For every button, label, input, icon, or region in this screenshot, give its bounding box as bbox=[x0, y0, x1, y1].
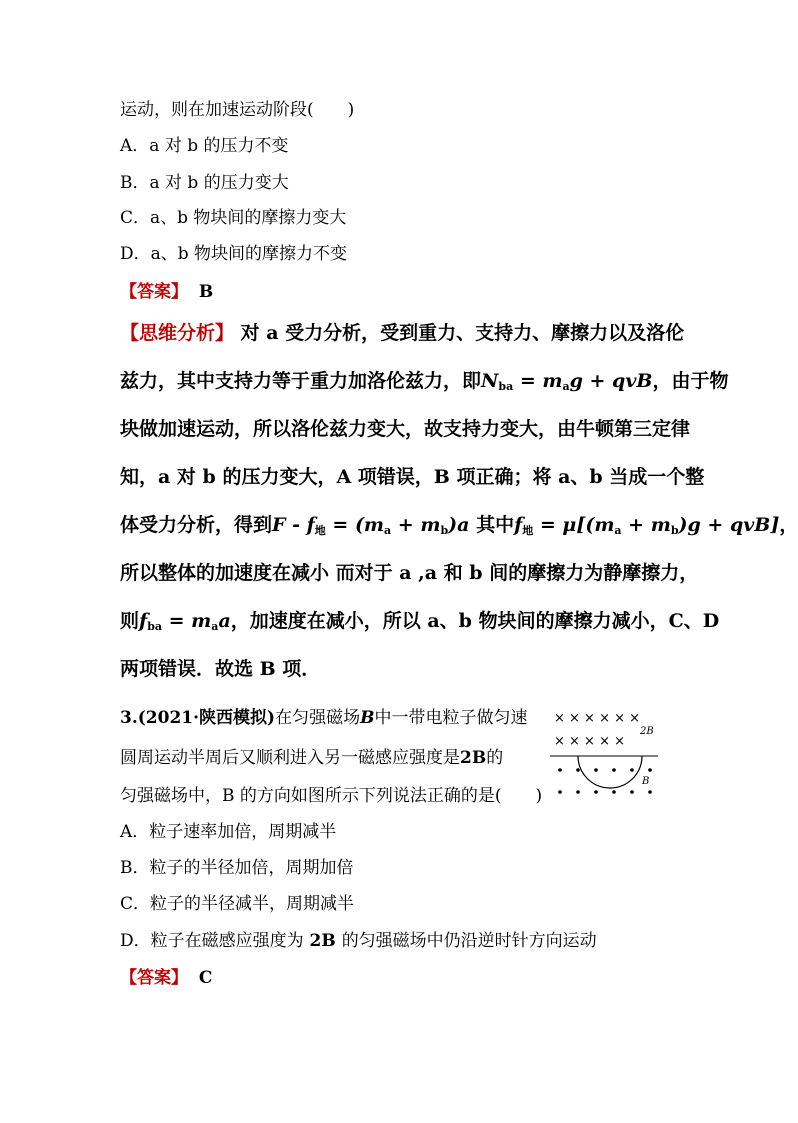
answer-tag: 【答案】 bbox=[120, 282, 188, 302]
option-c: C．a、b 物块间的摩擦力变大 bbox=[120, 208, 347, 228]
label-B: B bbox=[642, 776, 650, 787]
analysis-line-1: 【思维分析】 对 a 受力分析，受到重力、支持力、摩擦力以及洛伦 bbox=[120, 322, 685, 344]
analysis-line-3: 块做加速运动，所以洛伦兹力变大，故支持力变大，由牛顿第三定律 bbox=[120, 418, 691, 440]
analysis-line-8: 两项错误．故选 B 项． bbox=[120, 658, 321, 680]
question-3-line-2: 圆周运动半周后又顺利进入另一磁感应强度是2B的 bbox=[120, 748, 504, 768]
answer-line-3 bbox=[120, 968, 212, 988]
analysis-line-5: 体受力分析，得到$F - f_地 = (m_a + m_b)a$ 其中$f_地 = \mu[(m_a + m_b)g + qvB]$， bbox=[120, 514, 798, 537]
answer-value: C bbox=[198, 968, 213, 988]
analysis-line-4: 知，a 对 b 的压力变大，A 项错误，B 项正确；将 a、b 当成一个整 bbox=[120, 466, 705, 488]
analysis-tag: 【思维分析】 bbox=[120, 322, 235, 344]
answer-line bbox=[120, 282, 213, 302]
option-a: A．a 对 b 的压力不变 bbox=[120, 136, 289, 156]
question-3-line-3: 匀强磁场中，B 的方向如图所示下列说法正确的是( ) bbox=[120, 786, 543, 806]
analysis-line-7: 则$f_{ba} = m_aa$，加速度在减小，所以 a、b 物块间的摩擦力减小，C、D bbox=[120, 610, 720, 633]
cross-row-1: × × × × × × bbox=[554, 711, 641, 726]
label-2B: 2B bbox=[640, 726, 654, 737]
q3-option-d: D．粒子在磁感应强度为 2B 的匀强磁场中仍沿逆时针方向运动 bbox=[120, 931, 597, 951]
analysis-line-6: 所以整体的加速度在减小 而对于 a ,a 和 b 间的摩擦力为静摩擦力， bbox=[120, 562, 699, 584]
answer-value: B bbox=[198, 282, 214, 302]
question-3-line-1: 3.(2021·陕西模拟)在匀强磁场B中一带电粒子做匀速 bbox=[120, 708, 528, 728]
option-d: D．a、b 物块间的摩擦力不变 bbox=[120, 244, 348, 264]
q3-option-a: A．粒子速率加倍，周期减半 bbox=[120, 822, 337, 842]
answer-tag: 【答案】 bbox=[120, 968, 188, 988]
dots-row-2 bbox=[558, 790, 652, 794]
q3-option-c: C．粒子的半径减半，周期减半 bbox=[120, 894, 355, 914]
cross-row-2: × × × × × bbox=[554, 734, 625, 749]
option-b: B．a 对 b 的压力变大 bbox=[120, 173, 289, 193]
particle-path bbox=[578, 756, 642, 788]
text-line: 运动，则在加速运动阶段( ) bbox=[120, 100, 355, 120]
q3-option-b: B．粒子的半径加倍，周期加倍 bbox=[120, 858, 354, 878]
analysis-line-2: 兹力，其中支持力等于重力加洛伦兹力，即$N_{ba} = m_ag$ + qvB，由于物 bbox=[120, 370, 729, 393]
magnetic-field-figure bbox=[548, 708, 663, 800]
